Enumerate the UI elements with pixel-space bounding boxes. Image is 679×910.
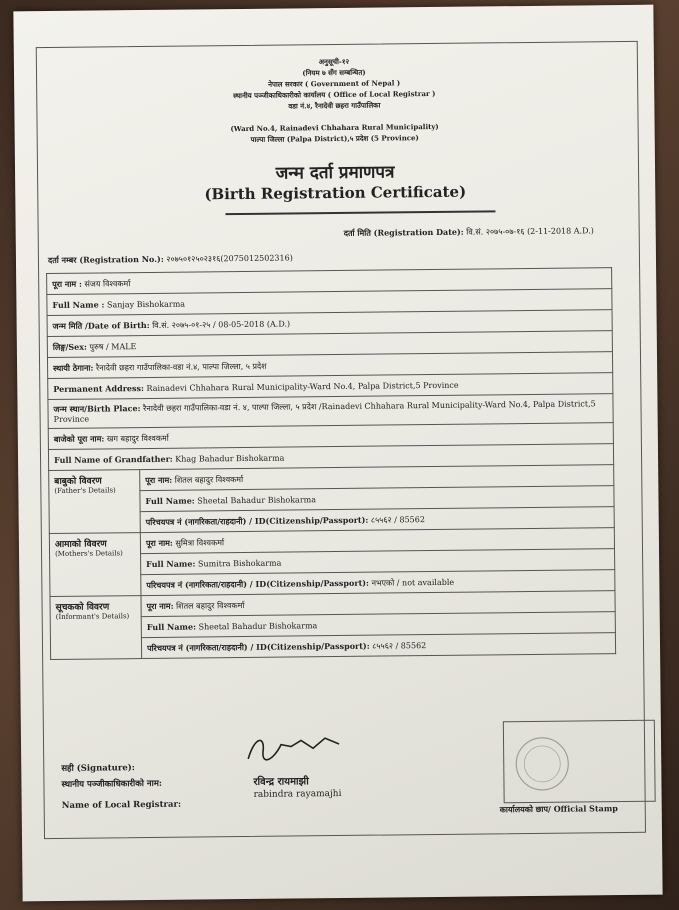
grandfather-en-row: Full Name of Grandfather: Khag Bahadur Bishokarma — [48, 444, 613, 471]
father-name-np-row: पूरा नाम: शितल बहादुर विश्वकर्मा — [140, 465, 614, 491]
title-en: (Birth Registration Certificate) — [204, 182, 467, 204]
mother-name-np-row: पूरा नाम: सुमित्रा विश्वकर्मा — [140, 528, 614, 554]
informant-id-row: परिचयपत्र नं (नागरिकता/राहदानी) / ID(Citizenship/Passport): ८५५६२ / 85562 — [141, 633, 615, 659]
grandfather-np-row: बाजेको पूरा नाम: खग बहादुर विश्वकर्मा — [48, 423, 613, 450]
name-en-row: Full Name : Sanjay Bishokarma — [47, 289, 612, 316]
mother-id-row: परिचयपत्र नं (नागरिकता/राहदानी) / ID(Citizenship/Passport): नभएको / not available — [141, 570, 615, 596]
father-id-row: परिचयपत्र नं (नागरिकता/राहदानी) / ID(Citizenship/Passport): ८५५६२ / 85562 — [140, 507, 614, 533]
informant-name-np-row: पूरा नाम: शितल बहादुर विश्वकर्मा — [141, 591, 615, 617]
annex-label: अनुसूची-१२ — [318, 56, 350, 67]
district-label: पाल्पा जिल्ला (Palpa District),५ प्रदेश (5 Province) — [250, 133, 419, 144]
registrar-en-label: Name of Local Registrar: — [61, 799, 182, 811]
registration-date-value: वि.सं. २०७५-०७-१६ (2-11-2018 A.D.) — [466, 226, 594, 237]
informant-name-en-row: Full Name: Sheetal Bahadur Bishokarma — [141, 612, 615, 638]
informant-section-label: सूचकको विवरण (Informant's Details) — [50, 596, 142, 660]
details-table — [46, 267, 616, 660]
sex-row: लिङ्ग/Sex: पुरुष / MALE — [47, 331, 612, 358]
name-np-row: पूरा नाम : संजय विश्वकर्मा — [47, 268, 612, 295]
office-label: स्थानीय पञ्जीकाधिकारीको कार्यालय ( Office of Local Registrar ) — [233, 88, 436, 101]
registration-no-label: दर्ता नम्बर (Registration No.): — [47, 253, 164, 266]
registrar-np-name: रविन्द्र रायमाझी — [253, 776, 309, 788]
ward-en-label: (Ward No.4, Rainadevi Chhahara Rural Municipality) — [230, 121, 439, 134]
registrar-en-name: rabindra rayamajhi — [253, 788, 342, 800]
government-label: नेपाल सरकार ( Government of Nepal ) — [268, 78, 401, 89]
official-stamp-caption: कार्यालयको छाप/ Official Stamp — [499, 803, 618, 815]
signature-scribble — [243, 730, 353, 769]
father-section-label: बाबुको विवरण (Father's Details) — [49, 470, 141, 534]
signature-label: सही (Signature): — [61, 763, 135, 774]
rule-label: (नियम ७ सँग सम्बन्धित) — [302, 67, 366, 78]
title-np: जन्म दर्ता प्रमाणपत्र — [275, 162, 395, 184]
addr-en-row: Permanent Address: Rainadevi Chhahara Rural Municipality-Ward No.4, Palpa District,5 Province — [48, 373, 613, 400]
official-stamp-box — [503, 720, 656, 804]
addr-np-row: स्थायी ठेगाना: रैनादेवी छहरा गाउँपालिका-वडा नं.४, पाल्पा जिल्ला, ५ प्रदेश — [47, 352, 612, 379]
registration-no-value: २०७५०१२५०२३१६(2075012502316) — [166, 253, 293, 264]
certificate-paper — [13, 5, 662, 902]
father-name-en-row: Full Name: Sheetal Bahadur Bishokarma — [140, 486, 614, 512]
dob-row: जन्म मिति /Date of Birth: वि.सं. २०७५-०१-२५ / 08-05-2018 (A.D.) — [47, 310, 612, 337]
mother-name-en-row: Full Name: Sumitra Bishokarma — [141, 549, 615, 575]
mother-section-label: आमाको विवरण (Mothers's Details) — [49, 533, 141, 597]
birthplace-row: जन्म स्थान/Birth Place: रैनादेवी छहरा गाउँपालिका-वडा नं. ४, पाल्पा जिल्ला, ५ प्रदेश /Rainadevi Chhahara Rural Municipality-Ward No.4, Palpa District,5 Province — [48, 394, 613, 429]
stamp-seal — [504, 721, 655, 803]
registrar-np-label: स्थानीय पञ्जीकाधिकारीको नाम: — [61, 778, 163, 790]
ward-np-label: वडा नं.४, रैनादेवी छहरा गाउँपालिका — [288, 100, 381, 111]
registration-date-label: दर्ता मिति (Registration Date): — [343, 226, 464, 238]
